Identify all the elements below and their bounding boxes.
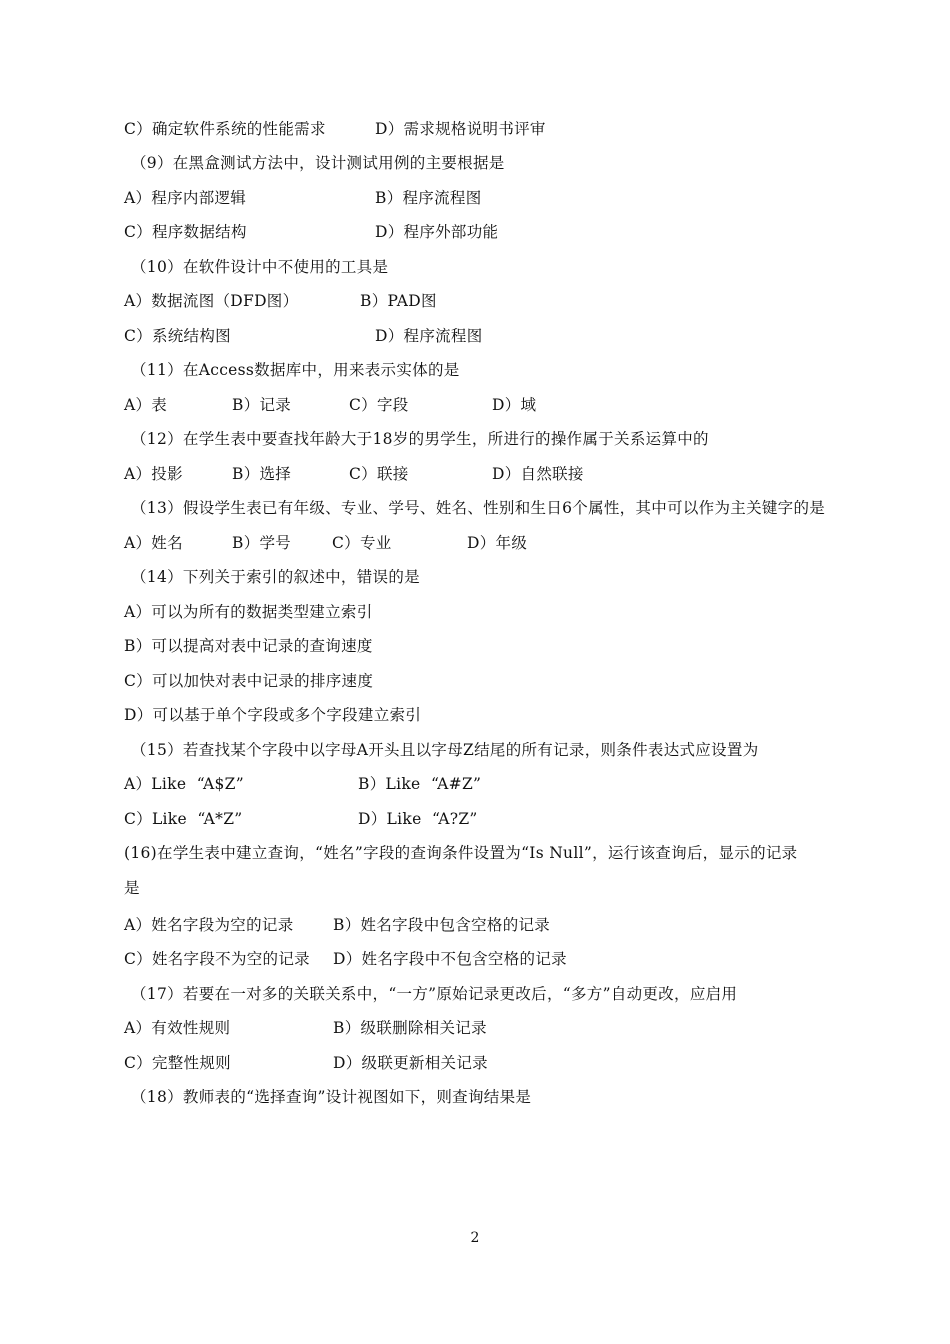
q12-question: （12）在学生表中要查找年龄大于18岁的男学生，所进行的操作属于关系运算中的	[131, 430, 709, 448]
q9-option-b: B）程序流程图	[375, 189, 482, 207]
q12-option-a: A）投影	[124, 465, 183, 483]
q11-option-a: A）表	[124, 396, 168, 414]
q10-option-d: D）程序流程图	[375, 327, 483, 345]
q9-option-a: A）程序内部逻辑	[124, 189, 247, 207]
q12-option-c: C）联接	[349, 465, 409, 483]
q13-option-c: C）专业	[332, 534, 392, 552]
q10-question: （10）在软件设计中不使用的工具是	[131, 258, 389, 276]
q16-option-c: C）姓名字段不为空的记录	[124, 950, 310, 968]
q8-option-d: D）需求规格说明书评审	[375, 120, 546, 138]
q12-option-d: D）自然联接	[492, 465, 584, 483]
q12-option-b: B）选择	[232, 465, 292, 483]
q13-option-d: D）年级	[467, 534, 528, 552]
q14-option-b: B）可以提高对表中记录的查询速度	[124, 637, 373, 655]
q17-option-c: C）完整性规则	[124, 1054, 231, 1072]
q13-option-a: A）姓名	[124, 534, 183, 552]
q14-option-c: C）可以加快对表中记录的排序速度	[124, 672, 374, 690]
q11-option-c: C）字段	[349, 396, 409, 414]
q8-option-c: C）确定软件系统的性能需求	[124, 120, 326, 138]
q11-question: （11）在Access数据库中，用来表示实体的是	[131, 361, 460, 379]
q17-option-a: A）有效性规则	[124, 1019, 231, 1037]
q15-option-d: D）Like “A?Z”	[358, 810, 478, 828]
q16-option-d: D）姓名字段中不包含空格的记录	[333, 950, 567, 968]
q16-question-line2: 是	[124, 879, 140, 897]
q18-question: （18）教师表的“选择查询”设计视图如下，则查询结果是	[131, 1088, 532, 1106]
q16-option-a: A）姓名字段为空的记录	[124, 916, 294, 934]
q15-option-a: A）Like “A$Z”	[124, 775, 244, 793]
q9-option-c: C）程序数据结构	[124, 223, 247, 241]
q14-option-a: A）可以为所有的数据类型建立索引	[124, 603, 373, 621]
q10-option-b: B）PAD图	[360, 292, 437, 310]
q14-option-d: D）可以基于单个字段或多个字段建立索引	[124, 706, 422, 724]
q17-question: （17）若要在一对多的关联关系中，“一方”原始记录更改后，“多方”自动更改，应启用	[131, 985, 738, 1003]
q13-question: （13）假设学生表已有年级、专业、学号、姓名、性别和生日6个属性，其中可以作为主关键字的是	[131, 499, 826, 517]
q11-option-b: B）记录	[232, 396, 292, 414]
q16-option-b: B）姓名字段中包含空格的记录	[333, 916, 551, 934]
q15-option-b: B）Like “A#Z”	[358, 775, 482, 793]
q17-option-b: B）级联删除相关记录	[333, 1019, 487, 1037]
q14-question: （14）下列关于索引的叙述中，错误的是	[131, 568, 420, 586]
q13-option-b: B）学号	[232, 534, 292, 552]
q9-option-d: D）程序外部功能	[375, 223, 499, 241]
q10-option-c: C）系统结构图	[124, 327, 231, 345]
q15-question: （15）若查找某个字段中以字母A开头且以字母Z结尾的所有记录，则条件表达式应设置为	[131, 741, 759, 759]
q16-question-line1: (16)在学生表中建立查询，“姓名”字段的查询条件设置为“Is Null”，运行该查询后，显示的记录	[124, 844, 798, 862]
q15-option-c: C）Like “A*Z”	[124, 810, 243, 828]
q11-option-d: D）域	[492, 396, 537, 414]
q17-option-d: D）级联更新相关记录	[333, 1054, 488, 1072]
page-number: 2	[470, 1230, 480, 1246]
q9-question: （9）在黑盒测试方法中，设计测试用例的主要根据是	[131, 154, 505, 172]
q10-option-a: A）数据流图（DFD图）	[124, 292, 299, 310]
